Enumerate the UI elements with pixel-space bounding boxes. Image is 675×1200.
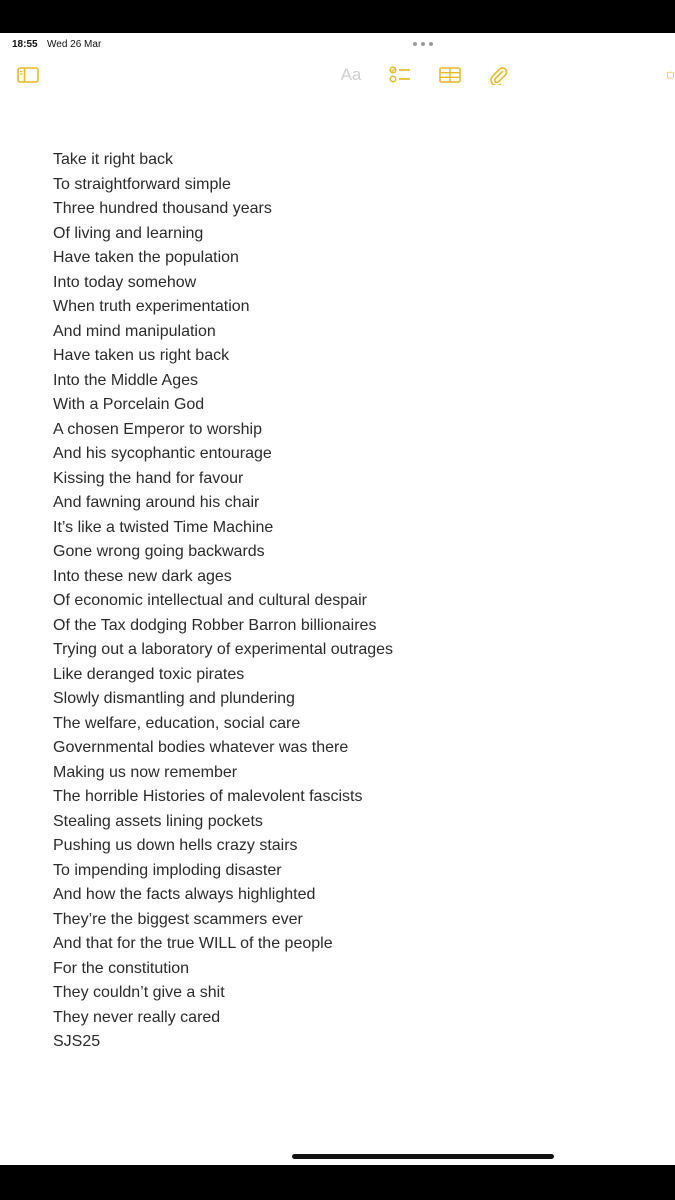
note-line: Into these new dark ages [53,567,232,585]
status-bar [0,33,675,55]
note-line: To straightforward simple [53,175,231,193]
note-line: For the constitution [53,959,190,977]
note-line: And how the facts always highlighted [53,886,316,903]
note-line: And his sycophantic entourage [53,445,272,462]
checklist-icon [389,66,411,84]
format-text-label: Aa [340,65,362,84]
note-line: Of living and learning [53,224,204,242]
note-line: Slowly dismantling and plundering [53,690,295,707]
compose-icon [667,66,675,84]
notes-screen [0,33,675,1165]
note-line: Like deranged toxic pirates [53,665,245,683]
note-body[interactable] [53,148,653,1055]
table-button[interactable] [437,61,463,89]
note-line: Governmental bodies whatever was there [53,739,349,756]
note-line: Of economic intellectual and cultural despair [53,592,367,609]
note-line: Have taken us right back [53,347,230,364]
paperclip-icon [488,65,508,85]
multitasking-dots-icon[interactable] [413,41,433,47]
note-line: SJS25 [53,1033,101,1050]
attachment-button[interactable] [486,61,510,89]
status-time: 18:55 [12,39,38,50]
note-line: Of the Tax dodging Robber Barron billionaires [53,616,377,634]
home-indicator[interactable] [292,1154,554,1159]
sidebar-icon [17,67,39,83]
note-line: With a Porcelain God [53,396,205,413]
note-line: The welfare, education, social care [53,714,301,732]
note-line: A chosen Emperor to worship [53,420,262,438]
note-line: Take it right back [53,151,174,168]
table-icon [439,67,461,83]
note-line: They’re the biggest scammers ever [53,910,303,928]
note-line: And that for the true WILL of the people [53,935,333,952]
note-line: And mind manipulation [53,322,216,340]
note-line: Making us now remember [53,763,238,781]
note-line: To impending imploding disaster [53,861,282,879]
status-date: Wed 26 Mar [47,39,102,50]
note-line: The horrible Histories of malevolent fascists [53,788,363,805]
note-line: Have taken the population [53,249,239,266]
note-line: And fawning around his chair [53,494,260,511]
note-line: Kissing the hand for favour [53,469,244,487]
note-line: They never really cared [53,1008,221,1026]
note-line: Pushing us down hells crazy stairs [53,837,298,854]
note-line: Gone wrong going backwards [53,543,265,560]
note-line: Into the Middle Ages [53,371,198,389]
checklist-button[interactable] [387,61,413,89]
note-line: Three hundred thousand years [53,200,272,217]
compose-button[interactable] [667,61,675,89]
sidebar-toggle-button[interactable] [15,61,41,89]
note-line: They couldn’t give a shit [53,984,225,1001]
note-line: Into today somehow [53,273,197,291]
notes-toolbar [0,61,675,91]
note-line: It’s like a twisted Time Machine [53,518,274,536]
note-line: When truth experimentation [53,298,250,315]
format-text-button[interactable] [336,61,366,89]
note-line: Trying out a laboratory of experimental outrages [53,641,394,658]
note-line: Stealing assets lining pockets [53,812,263,830]
